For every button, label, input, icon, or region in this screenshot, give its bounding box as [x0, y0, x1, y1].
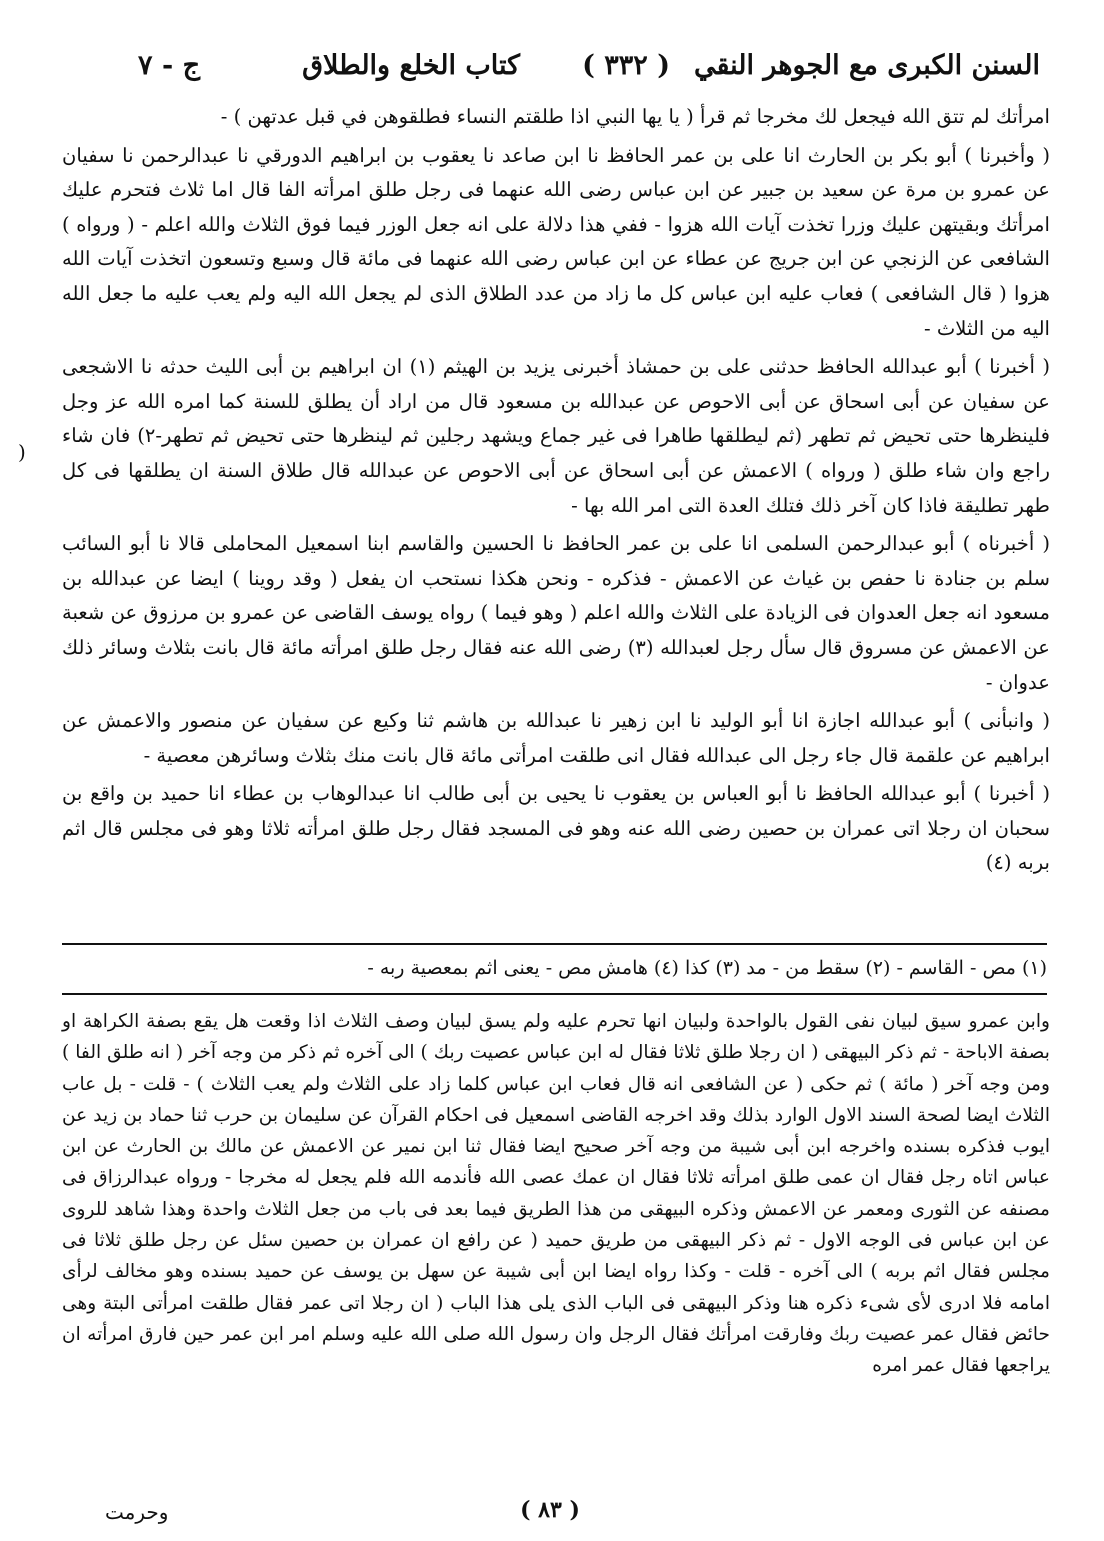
header-book-title: كتاب الخلع والطلاق — [302, 50, 520, 81]
header-page-number: ( ٣٣٢ ) — [582, 50, 670, 81]
footer-page-number: ( ٨٣ ) — [520, 1497, 580, 1523]
main-paragraph: ( أخبرناه ) أبو عبدالرحمن السلمى انا على بن عمر الحافظ نا الحسين والقاسم ابنا اسمعيل المحاملى قالا نا أبو السائب سلم بن جنادة نا حفص بن غياث عن الاعمش - فذكره - ونحن هكذا نستحب ان يفعل ( وقد روينا ) ايضا عن عبدالله بن مسعود انه جعل العدوان فى الزيادة على الثلاث والله اعلم ( وهو فيما ) رواه يوسف القاضى عن عمرو بن مرزوق عن شعبة عن الاعمش عن مسروق قال سأل رجل لعبدالله (٣) رضى الله عنه فقال رجل طلق امرأته مائة قال بانت بثلاث وسائر ذلك عدوان - — [62, 532, 1050, 694]
header-volume: ج - ٧ — [138, 50, 200, 81]
main-paragraph: ( أخبرنا ) أبو عبدالله الحافظ نا أبو العباس بن يعقوب نا يحيى بن أبى طالب انا عبدالوهاب بن عطاء انا حميد بن واقع بن سحبان ان رجلا اتى عمران بن حصين رضى الله عنه وهو فى المسجد فقال رجل طلق امرأته ثلاثا وهو فى مجلس قال اثم بربه (٤) — [62, 782, 1050, 875]
main-paragraph: ( وأخبرنا ) أبو بكر بن الحارث انا على بن عمر الحافظ نا ابن صاعد نا يعقوب بن ابراهيم الدورقي نا عبدالرحمن نا سفيان عن عمرو بن مرة عن سعيد بن جبير عن ابن عباس رضى الله عنهما فى رجل طلق امرأته الفا قال اما ثلاث فتحرم عليك امرأتك وبقيتهن عليك وزرا تخذت آيات الله هزوا - ففي هذا دلالة على انه جعل الوزر فيما فوق الثلاث والله اعلم - ( ورواه ) الشافعى عن الزنجي عن ابن جريج عن عطاء عن ابن عباس رضى الله عنهما فى مائة قال وسبع وتسعون اتخذت آيات الله هزوا ( قال الشافعى ) فعاب عليه ابن عباس كل ما زاد من عدد الطلاق الذى لم يجعل الله اليه ولم يعب عليه ما جعل الله اليه من الثلاث - — [62, 143, 1050, 340]
commentary-paragraph: وابن عمرو سيق لبيان نفى القول بالواحدة ولبيان انها تحرم عليه ولم يسق لبيان وصف الثلاث اذا وقعت هل يقع بصفة الكراهة او بصفة الاباحة - ثم ذكر البيهقى ( ان رجلا طلق ثلاثا فقال له ابن عباس عصيت ربك ) الى آخره ثم ذكر من وجه آخر ( انه طلق الفا ) ومن وجه آخر ( مائة ) ثم حكى ( عن الشافعى انه قال فعاب ابن عباس كلما زاد على الثلاث ولم يعب الثلاث ) - قلت - بل عاب الثلاث ايضا لصحة السند الاول الوارد بذلك وقد اخرجه القاضى اسمعيل فى احكام القرآن عن سليمان بن حرب ثنا حماد بن زيد عن ايوب فذكره بسنده واخرجه ابن أبى شيبة من وجه آخر صحيح ايضا فقال ثنا ابن نمير عن الاعمش عن مالك بن الحارث عن ابن عباس اتاه رجل فقال ان عمى طلق امرأته ثلاثا فقال ان عمك عصى الله فأندمه الله فلم يجعل له مخرجا - ورواه عبدالرزاق فى مصنفه عن الثورى ومعمر عن الاعمش وذكره البيهقى من هذا الطريق فيما بعد فى باب من جعل الثلاث واحدة وهذا شاهد للروى عن ابن عباس فى الوجه الاول - ثم ذكر البيهقى من طريق حميد ( عن رافع ان عمران بن حصين سئل عن رجل طلق ثلاثا فى مجلس فقال اثم بربه ) الى آخره - قلت - وكذا رواه ايضا ابن أبى شيبة عن سهل بن يوسف عن حميد بسنده وهو مخالف لرأى امامه فلا ادرى لأى شىء ذكره هنا وذكر البيهقى فى الباب الذى يلى هذا الباب ( ان رجلا اتى عمر فقال طلقت امرأتى البتة وهى حائض فقال عمر عصيت ربك وفارقت امرأتك فقال الرجل وان رسول الله صلى الله عليه وسلم امر ابن عمر حين فارق امرأته ان يراجعها فقال عمر امره — [62, 1011, 1050, 1377]
footnote-divider — [62, 943, 1047, 945]
margin-mark: ) — [18, 440, 26, 464]
running-header — [90, 44, 1040, 94]
commentary-block — [62, 1006, 1050, 1382]
header-title: السنن الكبرى مع الجوهر النقي — [693, 50, 1040, 81]
main-paragraph: امرأتك لم تتق الله فيجعل لك مخرجا ثم قرأ ( يا يها النبي اذا طلقتم النساء فطلقوهن في قبل عدتهن ) - — [220, 105, 1050, 128]
footnotes: (١) مص - القاسم - (٢) سقط من - مد (٣) كذا (٤) هامش مص - يعنى اثم بمعصية ربه - — [367, 957, 1047, 979]
main-paragraph: ( أخبرنا ) أبو عبدالله الحافظ حدثنى على بن حمشاذ أخبرنى يزيد بن الهيثم (١) ان ابراهيم بن أبى الليث حدثه نا الاشجعى عن سفيان عن أبى اسحاق عن أبى الاحوص عن عبدالله بن مسعود قال من اراد أن يطلق للسنة كما امره الله عز وجل فلينظرها حتى تحيض ثم تطهر (ثم ليطلقها طاهرا فى غير جماع ويشهد رجلين ثم لينظرها حتى تحيض ثم تطهر-٢) فان شاء راجع وان شاء طلق ( ورواه ) الاعمش عن أبى اسحاق عن أبى الاحوص عن عبدالله قال طلاق السنة ان يطلقها فى كل طهر تطليقة فاذا كان آخر ذلك فتلك العدة التى امر الله بها - — [62, 355, 1050, 517]
commentary-divider — [62, 993, 1047, 995]
main-paragraph: ( وانبأنى ) أبو عبدالله اجازة انا أبو الوليد نا ابن زهير نا عبدالله بن هاشم ثنا وكيع عن سفيان عن منصور والاعمش عن ابراهيم عن علقمة قال جاء رجل الى عبدالله فقال انى طلقت امرأتى مائة قال بانت منك بثلاث وسائرهن معصية - — [62, 709, 1050, 767]
footer-catchword: وحرمت — [105, 1500, 169, 1524]
main-text-block — [62, 100, 1050, 885]
